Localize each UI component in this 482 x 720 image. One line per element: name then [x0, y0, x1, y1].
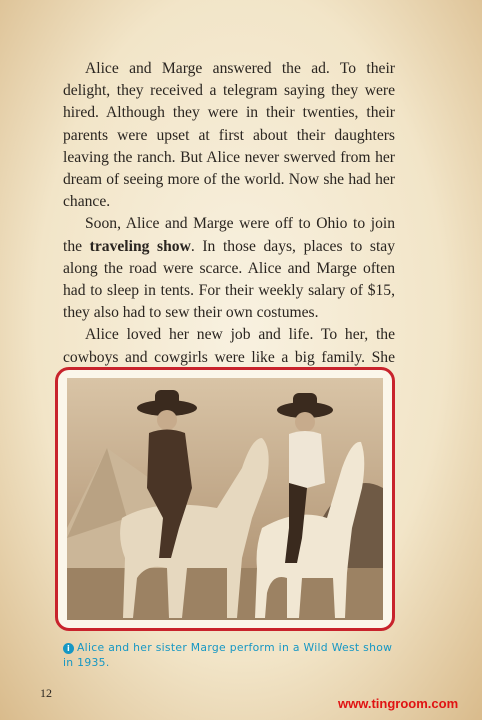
- paragraph-3: Alice loved her new job and life. To her, the cowboys and cowgirls were like a big family. She: [63, 326, 395, 366]
- page-number: 12: [40, 686, 52, 700]
- camera-icon: i: [63, 643, 74, 654]
- caption-text: Alice and her sister Marge perform in a Wild West show in 1935.: [63, 641, 393, 669]
- photo-caption: [63, 640, 399, 670]
- watermark: www.tingroom.com: [338, 696, 459, 711]
- paragraph-2: Soon, Alice and Marge were off to Ohio to join the traveling show. In those days, places to stay along the road were scarce. Alice and Marge often had to sleep in tents. For their weekly salary of $15, they also had to sew their own costumes.: [63, 215, 395, 322]
- paragraph-1: Alice and Marge answered the ad. To their delight, they received a telegram saying they were hired. Although they were in their twenties, their parents were upset at first about their daughters leaving the ranch. But Alice never swerved from her dream of seeing more of the world. Now she had her chance.: [63, 60, 395, 211]
- body-text: [63, 58, 395, 391]
- glossary-term: traveling show: [89, 237, 191, 255]
- photo-frame: [55, 367, 395, 631]
- sepia-photo-illustration: [67, 378, 383, 620]
- cowgirls-on-horses-photo: [67, 378, 383, 620]
